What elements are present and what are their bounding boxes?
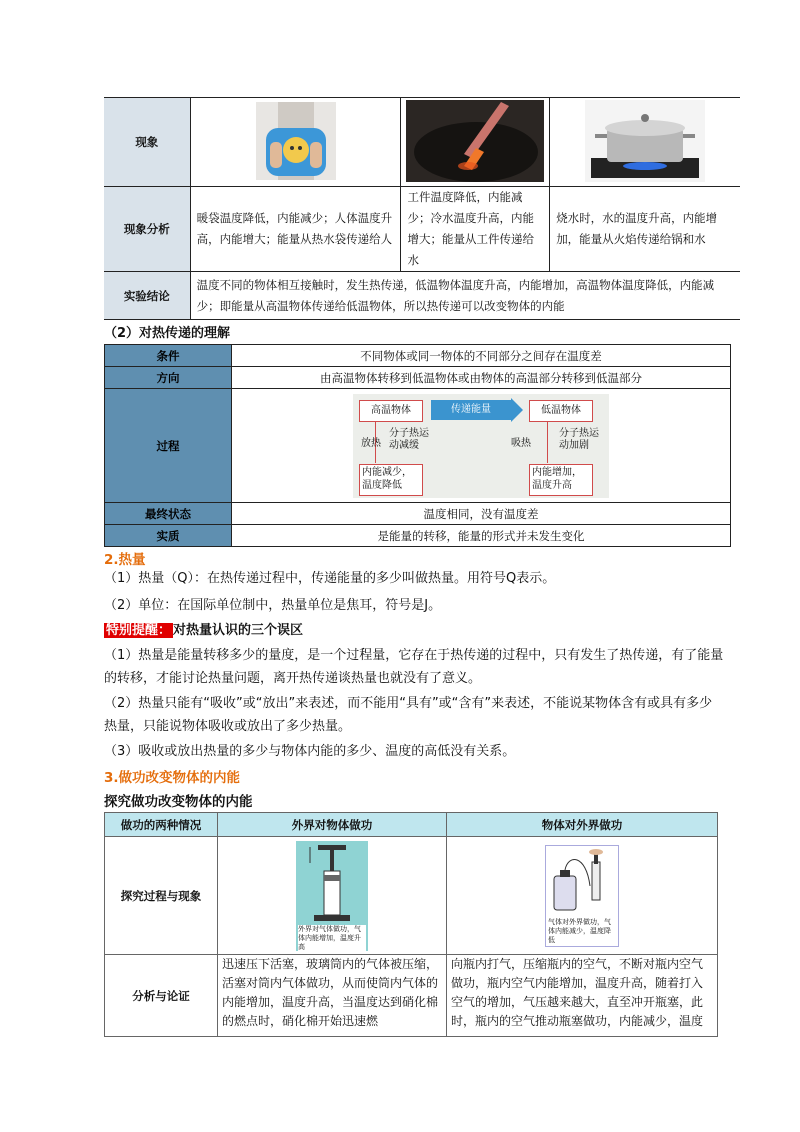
process-diagram-cell [232, 389, 731, 503]
row-head-final-state: 最终状态 [105, 503, 232, 525]
high-temp-box: 高温物体 [359, 400, 423, 422]
misconception-1: （1）热量是能量转移多少的量度，是一个过程量，它存在于热传递的过程中，只有发生了热传递，有了能量的转移，才能讨论热量问题，离开热传递谈热量也就没有了意义。 [104, 648, 724, 686]
transfer-arrow: 传递能量 [431, 400, 511, 420]
bottle-diagram [545, 845, 619, 947]
photo-boiling-pot-cell [550, 98, 740, 187]
row-head-direction: 方向 [105, 367, 232, 389]
boiling-pot-photo [585, 100, 705, 182]
final-state-text: 温度相同，没有温度差 [232, 503, 731, 525]
heat-unit: （2）单位：在国际单位制中，热量单位是焦耳，符号是J。 [104, 598, 442, 613]
row-head-essence: 实质 [105, 525, 232, 547]
piston-caption: 外界对气体做功，气体内能增加，温度升高 [298, 925, 366, 952]
hot-workpiece-in-water-photo [406, 100, 544, 182]
left-result-box: 内能减少，温度降低 [359, 464, 423, 496]
special-tip [104, 619, 303, 638]
work-table [104, 812, 718, 1037]
analysis-boiling: 烧水时，水的温度升高，内能增加，能量从火焰传递给锅和水 [550, 187, 740, 272]
row-head-phenomenon: 现象 [104, 98, 190, 187]
misconception-3: （3）吸收或放出热量的多少与物体内能的多少、温度的高低没有关系。 [104, 744, 516, 759]
low-temp-box: 低温物体 [529, 400, 593, 422]
tip-title: 对热量认识的三个误区 [173, 623, 304, 638]
row-head-analysis: 现象分析 [104, 187, 190, 272]
phenomenon-table [104, 97, 740, 320]
right-down-line [547, 421, 548, 463]
heat-transfer-table [104, 344, 731, 547]
section-work-subtitle: 探究做功改变物体的内能 [104, 794, 253, 810]
section-work-title: 3.做功改变物体的内能 [104, 770, 241, 786]
analysis-hot-water-bag: 暖袋温度降低，内能减少；人体温度升高，内能增大；能量从热水袋传递给人 [190, 187, 401, 272]
bottle-diagram-cell [447, 837, 718, 955]
col-head-cases: 做功的两种情况 [105, 813, 218, 837]
heat-definition: （1）热量（Q）：在热传递过程中，传递能量的多少叫做热量。用符号Q表示。 [104, 571, 556, 586]
col-head-work-by-object: 物体对外界做功 [447, 813, 718, 837]
misconception-2: （2）热量只能有“吸收”或“放出”来表述，而不能用“具有”或“含有”来表述，不能说某物体含有或具有多少热量，只能说物体吸收或放出了多少热量。 [104, 696, 713, 734]
row-head-condition: 条件 [105, 345, 232, 367]
hot-water-bag-photo [256, 102, 336, 180]
row-head-process: 过程 [105, 389, 232, 503]
right-result-box: 内能增加，温度升高 [529, 464, 593, 496]
right-molecular-label: 分子热运动加剧 [559, 427, 599, 451]
piston-diagram [296, 841, 368, 951]
essence-text: 是能量的转移，能量的形式并未发生变化 [232, 525, 731, 547]
release-heat-label: 放热 [361, 437, 381, 449]
arrow-head-icon [511, 398, 523, 422]
tip-label: 特别提醒： [106, 623, 172, 638]
row-head-process-phenomenon: 探究过程与现象 [105, 837, 218, 955]
row-head-conclusion: 实验结论 [104, 272, 190, 320]
photo-hot-workpiece-cell [401, 98, 550, 187]
photo-hot-water-bag-cell [190, 98, 401, 187]
conclusion-text: 温度不同的物体相互接触时，发生热传递，低温物体温度升高，内能增加，高温物体温度降低，内能减少；即能量从高温物体传递给低温物体，所以热传递可以改变物体的内能 [190, 272, 740, 320]
analysis-bottle-text: 向瓶内打气，压缩瓶内的空气，不断对瓶内空气做功，瓶内空气内能增加，温度升高，随着打入空气的增加，气压越来越大，直至冲开瓶塞，此时，瓶内的空气推动瓶塞做功，内能减少，温度 [447, 955, 718, 1037]
left-molecular-label: 分子热运动减缓 [389, 427, 429, 451]
absorb-heat-label: 吸热 [511, 437, 531, 449]
analysis-piston-text: 迅速压下活塞，玻璃筒内的气体被压缩，活塞对筒内气体做功，从而使筒内气体的内能增加，温度升高，当温度达到硝化棉的燃点时，硝化棉开始迅速燃 [218, 955, 447, 1037]
col-head-work-on-object: 外界对物体做功 [218, 813, 447, 837]
piston-diagram-cell [218, 837, 447, 955]
bottle-pump-icon [546, 846, 618, 916]
bottle-caption: 气体对外界做功，气体内能减少，温度降低 [548, 917, 611, 944]
subheading-heat-transfer: （2）对热传递的理解 [104, 326, 231, 341]
section-heat-title: 2.热量 [104, 552, 146, 568]
row-head-analysis-argument: 分析与论证 [105, 955, 218, 1037]
direction-text: 由高温物体转移到低温物体或由物体的高温部分转移到低温部分 [232, 367, 731, 389]
piston-cylinder-icon [296, 841, 368, 923]
condition-text: 不同物体或同一物体的不同部分之间存在温度差 [232, 345, 731, 367]
process-diagram [353, 394, 609, 498]
analysis-workpiece: 工件温度降低，内能减少；冷水温度升高，内能增大；能量从工件传递给水 [401, 187, 550, 272]
